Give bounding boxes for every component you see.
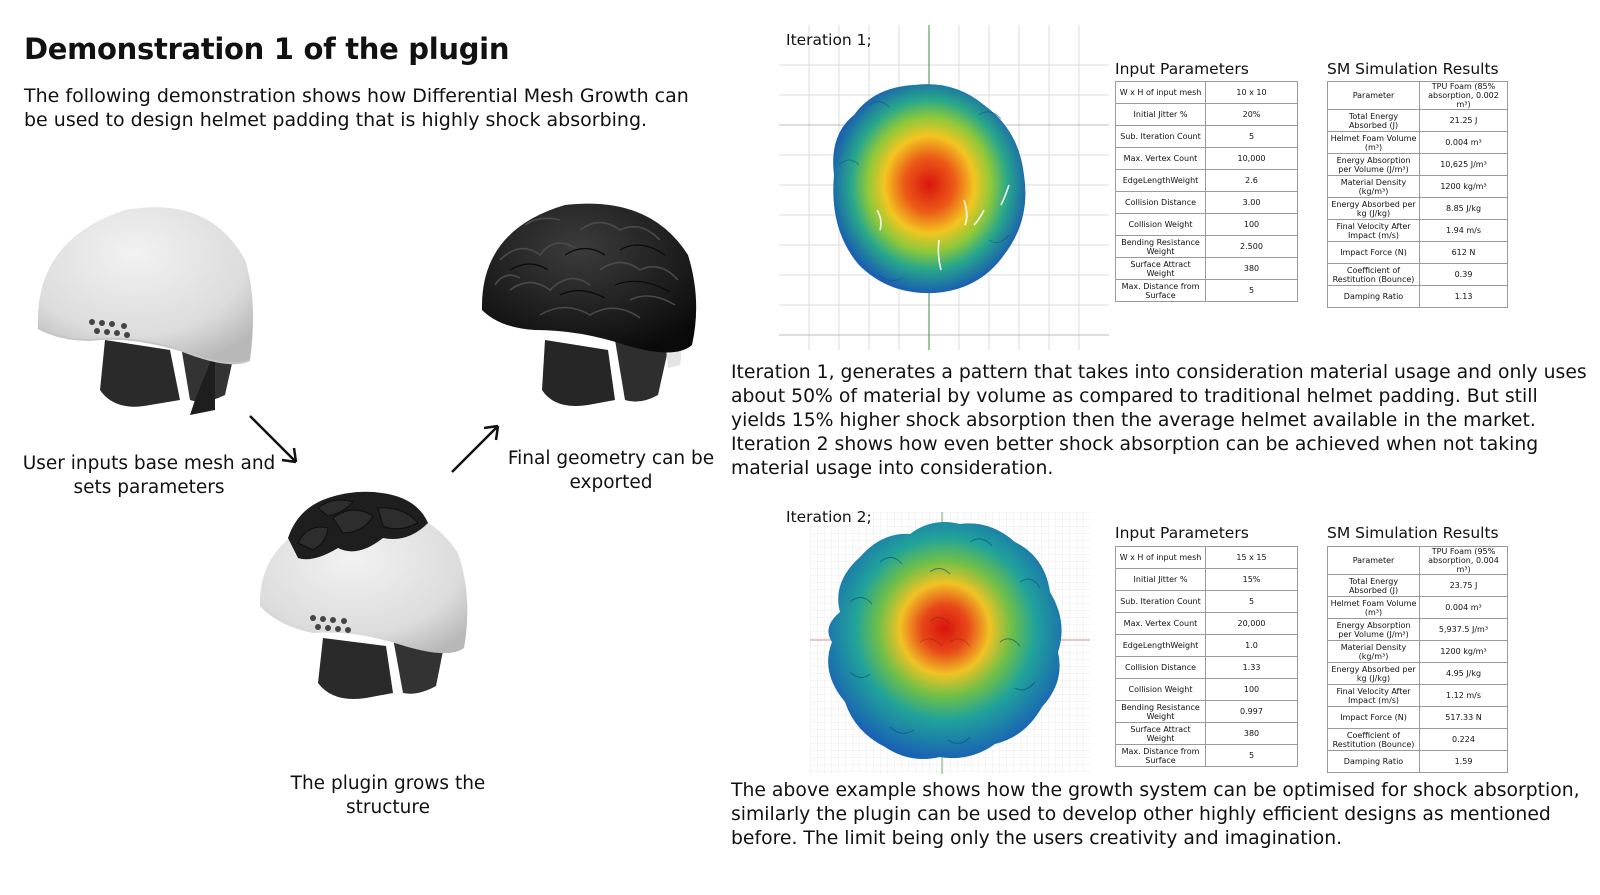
parameter-value: 0.39	[1420, 264, 1508, 286]
caption-user-inputs: User inputs base mesh and sets parameters	[22, 453, 276, 498]
parameter-name: Sub. Iteration Count	[1116, 126, 1206, 148]
parameter-value: 1.0	[1206, 635, 1298, 657]
parameter-value: 15 x 15	[1206, 547, 1298, 569]
parameter-value: 1200 kg/m³	[1420, 641, 1508, 663]
simulation-result-row	[1328, 132, 1508, 154]
parameter-value: 0.224	[1420, 729, 1508, 751]
input-parameter-row	[1116, 192, 1298, 214]
iteration1-viewport	[779, 25, 1109, 350]
simulation-result-row	[1328, 286, 1508, 308]
parameter-value: 5	[1206, 280, 1298, 302]
simulation-result-row	[1328, 110, 1508, 132]
input-parameter-row	[1116, 236, 1298, 258]
parameter-value: 1200 kg/m³	[1420, 176, 1508, 198]
input-parameter-row	[1116, 745, 1298, 767]
parameter-value: 0.004 m³	[1420, 132, 1508, 154]
simulation-result-row	[1328, 154, 1508, 176]
iteration2-input-table	[1115, 546, 1298, 767]
parameter-value: 517.33 N	[1420, 707, 1508, 729]
parameter-name: Bending Resistance Weight	[1116, 236, 1206, 258]
parameter-value: TPU Foam (85% absorption, 0.002 m³)	[1420, 82, 1508, 110]
page-title: Demonstration 1 of the plugin	[24, 32, 510, 66]
parameter-value: 8.85 J/kg	[1420, 198, 1508, 220]
parameter-value: 612 N	[1420, 242, 1508, 264]
parameter-name: Max. Distance from Surface	[1116, 280, 1206, 302]
parameter-name: Impact Force (N)	[1328, 707, 1420, 729]
parameter-name: Total Energy Absorbed (J)	[1328, 575, 1420, 597]
parameter-name: EdgeLengthWeight	[1116, 635, 1206, 657]
simulation-result-row	[1328, 685, 1508, 707]
input-parameter-row	[1116, 280, 1298, 302]
parameter-name: Helmet Foam Volume (m³)	[1328, 132, 1420, 154]
parameter-name: Coefficient of Restitution (Bounce)	[1328, 264, 1420, 286]
simulation-result-row	[1328, 220, 1508, 242]
parameter-value: 2.6	[1206, 170, 1298, 192]
input-parameter-row	[1116, 148, 1298, 170]
parameter-name: Surface Attract Weight	[1116, 258, 1206, 280]
parameter-name: Initial Jitter %	[1116, 569, 1206, 591]
growing-helmet-image	[258, 488, 478, 718]
input-parameter-row	[1116, 104, 1298, 126]
simulation-result-row	[1328, 575, 1508, 597]
input-parameter-row	[1116, 701, 1298, 723]
final-helmet-image	[480, 200, 705, 425]
parameter-name: Collision Distance	[1116, 657, 1206, 679]
conclusion-text: The above example shows how the growth system can be optimised for shock absorption, similarly the plugin can be used to develop other highly efficient designs as mentioned before. The limit being only the users creativity and imagination.	[731, 780, 1580, 849]
iteration2-viewport	[810, 512, 1090, 774]
parameter-value: 1.33	[1206, 657, 1298, 679]
parameter-name: Sub. Iteration Count	[1116, 591, 1206, 613]
simulation-result-row	[1328, 597, 1508, 619]
parameter-value: 23.75 J	[1420, 575, 1508, 597]
parameter-name: Collision Weight	[1116, 214, 1206, 236]
iteration2-label: Iteration 2;	[786, 508, 872, 526]
parameter-name: Surface Attract Weight	[1116, 723, 1206, 745]
parameter-value: 380	[1206, 723, 1298, 745]
simulation-result-row	[1328, 707, 1508, 729]
input-parameter-row	[1116, 547, 1298, 569]
iteration2-results-title: SM Simulation Results	[1327, 524, 1499, 542]
parameter-name: Coefficient of Restitution (Bounce)	[1328, 729, 1420, 751]
parameter-value: 10,000	[1206, 148, 1298, 170]
parameter-name: Final Velocity After Impact (m/s)	[1328, 685, 1420, 707]
simulation-result-row	[1328, 547, 1508, 575]
simulation-result-row	[1328, 176, 1508, 198]
parameter-value: 1.59	[1420, 751, 1508, 773]
iteration1-label: Iteration 1;	[786, 31, 872, 49]
input-parameter-row	[1116, 591, 1298, 613]
parameter-name: Bending Resistance Weight	[1116, 701, 1206, 723]
parameter-name: W x H of input mesh	[1116, 547, 1206, 569]
parameter-name: Initial Jitter %	[1116, 104, 1206, 126]
simulation-result-row	[1328, 619, 1508, 641]
parameter-value: 10 x 10	[1206, 82, 1298, 104]
parameter-name: Material Density (kg/m³)	[1328, 176, 1420, 198]
iteration1-results-title: SM Simulation Results	[1327, 60, 1499, 78]
simulation-result-row	[1328, 264, 1508, 286]
parameter-name: Material Density (kg/m³)	[1328, 641, 1420, 663]
input-parameter-row	[1116, 170, 1298, 192]
simulation-result-row	[1328, 729, 1508, 751]
base-helmet-image	[30, 200, 270, 425]
parameter-value: 1.94 m/s	[1420, 220, 1508, 242]
parameter-value: 0.997	[1206, 701, 1298, 723]
parameter-name: Max. Vertex Count	[1116, 613, 1206, 635]
parameter-value: 0.004 m³	[1420, 597, 1508, 619]
parameter-value: 10,625 J/m³	[1420, 154, 1508, 176]
parameter-value: 20,000	[1206, 613, 1298, 635]
parameter-value: 4.95 J/kg	[1420, 663, 1508, 685]
input-parameter-row	[1116, 613, 1298, 635]
caption-plugin-grows: The plugin grows the structure	[290, 773, 486, 818]
parameter-value: 100	[1206, 679, 1298, 701]
parameter-name: EdgeLengthWeight	[1116, 170, 1206, 192]
parameter-name: W x H of input mesh	[1116, 82, 1206, 104]
input-parameter-row	[1116, 126, 1298, 148]
iteration2-input-title: Input Parameters	[1115, 524, 1249, 542]
parameter-name: Collision Distance	[1116, 192, 1206, 214]
parameter-name: Total Energy Absorbed (J)	[1328, 110, 1420, 132]
parameter-value: 380	[1206, 258, 1298, 280]
simulation-result-row	[1328, 751, 1508, 773]
iteration1-input-table	[1115, 81, 1298, 302]
parameter-value: 20%	[1206, 104, 1298, 126]
parameter-value: 5	[1206, 745, 1298, 767]
parameter-value: TPU Foam (95% absorption, 0.004 m³)	[1420, 547, 1508, 575]
parameter-name: Max. Distance from Surface	[1116, 745, 1206, 767]
parameter-value: 5,937.5 J/m³	[1420, 619, 1508, 641]
simulation-result-row	[1328, 82, 1508, 110]
parameter-value: 5	[1206, 126, 1298, 148]
parameter-value: 1.12 m/s	[1420, 685, 1508, 707]
input-parameter-row	[1116, 723, 1298, 745]
input-parameter-row	[1116, 214, 1298, 236]
parameter-value: 15%	[1206, 569, 1298, 591]
input-parameter-row	[1116, 569, 1298, 591]
parameter-name: Parameter	[1328, 82, 1420, 110]
parameter-name: Energy Absorption per Volume (J/m³)	[1328, 154, 1420, 176]
parameter-name: Helmet Foam Volume (m³)	[1328, 597, 1420, 619]
parameter-name: Energy Absorbed per kg (J/kg)	[1328, 663, 1420, 685]
parameter-name: Final Velocity After Impact (m/s)	[1328, 220, 1420, 242]
parameter-value: 1.13	[1420, 286, 1508, 308]
simulation-result-row	[1328, 663, 1508, 685]
iteration2-results-table	[1327, 546, 1508, 773]
parameter-name: Collision Weight	[1116, 679, 1206, 701]
parameter-name: Energy Absorbed per kg (J/kg)	[1328, 198, 1420, 220]
parameter-name: Damping Ratio	[1328, 751, 1420, 773]
parameter-name: Impact Force (N)	[1328, 242, 1420, 264]
input-parameter-row	[1116, 258, 1298, 280]
iteration1-results-table	[1327, 81, 1508, 308]
input-parameter-row	[1116, 82, 1298, 104]
simulation-result-row	[1328, 242, 1508, 264]
input-parameter-row	[1116, 635, 1298, 657]
input-parameter-row	[1116, 679, 1298, 701]
simulation-result-row	[1328, 198, 1508, 220]
parameter-value: 5	[1206, 591, 1298, 613]
parameter-name: Parameter	[1328, 547, 1420, 575]
intro-text: The following demonstration shows how Differential Mesh Growth can be used to design helmet padding that is highly shock absorbing.	[24, 85, 689, 131]
input-parameter-row	[1116, 657, 1298, 679]
parameter-value: 21.25 J	[1420, 110, 1508, 132]
iteration1-input-title: Input Parameters	[1115, 60, 1249, 78]
parameter-value: 100	[1206, 214, 1298, 236]
parameter-value: 3.00	[1206, 192, 1298, 214]
caption-final-geometry: Final geometry can be exported	[507, 448, 715, 493]
parameter-name: Energy Absorption per Volume (J/m³)	[1328, 619, 1420, 641]
parameter-value: 2.500	[1206, 236, 1298, 258]
simulation-result-row	[1328, 641, 1508, 663]
arrow-up-right-icon	[448, 416, 508, 476]
parameter-name: Max. Vertex Count	[1116, 148, 1206, 170]
iteration-description: Iteration 1, generates a pattern that takes into consideration material usage and only uses about 50% of material by volume as compared to traditional helmet padding. But still yields 15% higher shock absorption then the average helmet available in the market. Iteration 2 shows how even better shock absorption can be achieved when not taking material usage into consideration.	[731, 362, 1587, 479]
parameter-name: Damping Ratio	[1328, 286, 1420, 308]
